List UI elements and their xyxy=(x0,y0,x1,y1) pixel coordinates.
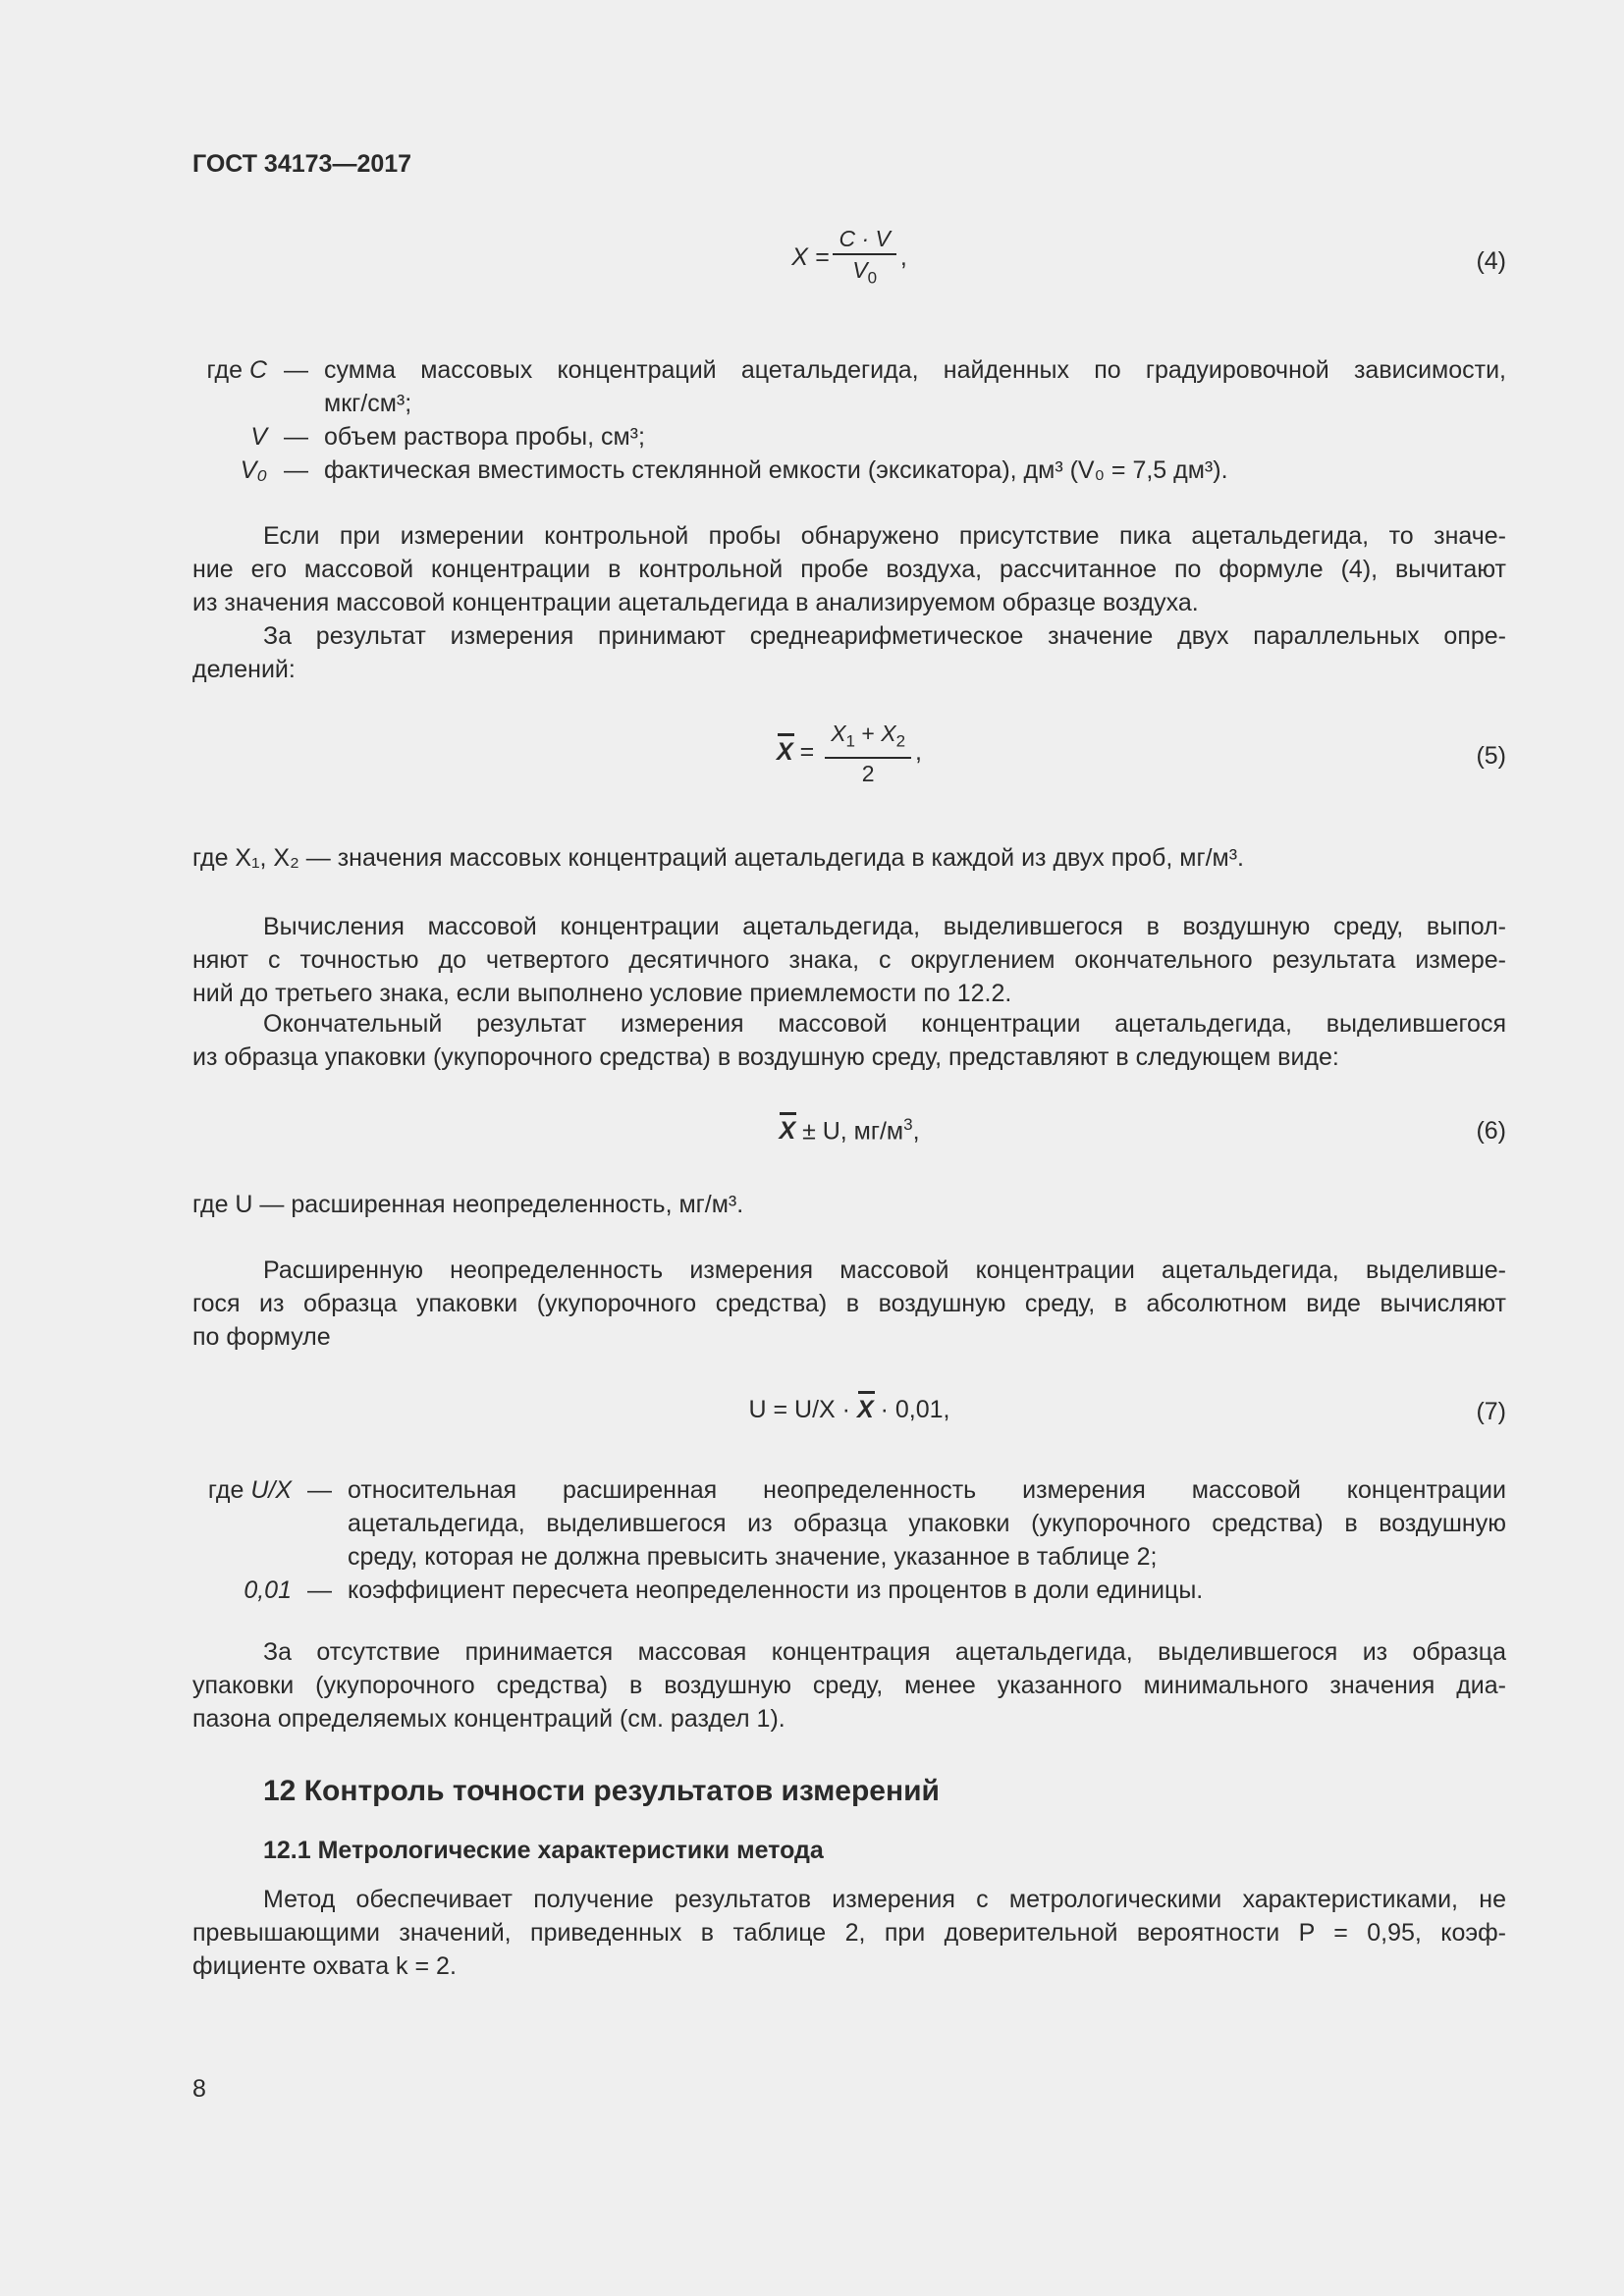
document-header: ГОСТ 34173—2017 xyxy=(192,150,412,178)
paragraph-line: Если при измерении контрольной пробы обнаружено присутствие пика ацетальдегида, то значе- xyxy=(263,522,1506,550)
formula-4-denominator: $V_0$ xyxy=(852,257,878,288)
where-label: 0,01 xyxy=(244,1576,292,1604)
where-description: коэффициент пересчета неопределенности из процентов в доли единицы. xyxy=(348,1576,1204,1604)
paragraph-line: из образца упаковки (укупорочного средства) в воздушную среду, представляют в следующем виде: xyxy=(192,1043,1339,1071)
paragraph-7 xyxy=(192,1883,1506,1983)
where-dash: — xyxy=(307,1576,332,1604)
where-label: V xyxy=(250,423,267,451)
paragraph-line: из значения массовой концентрации ацетальдегида в анализируемом образце воздуха. xyxy=(192,589,1199,616)
paragraph-line: ние его массовой концентрации в контрольной пробе воздуха, рассчитанное по формуле (4), вычитают xyxy=(192,556,1506,583)
where-dash: — xyxy=(284,356,308,384)
formula-6: X ± U, $мг/м^3$, xyxy=(779,1115,920,1146)
paragraph-line: Расширенную неопределенность измерения массовой концентрации ацетальдегида, выделивше- xyxy=(263,1256,1506,1284)
paragraph-line: превышающими значений, приведенных в таблице 2, при доверительной вероятности P = 0,95, коэф- xyxy=(192,1919,1506,1947)
paragraph-line: гося из образца упаковки (укупорочного средства) в воздушную среду, в абсолютном виде вычисляют xyxy=(192,1290,1506,1317)
where-description: сумма массовых концентраций ацетальдегида, найденных по градуировочной зависимости, мкг/см³; xyxy=(324,356,1506,417)
where-6-text: где U — расширенная неопределенность, мг/м³. xyxy=(192,1191,744,1218)
where-description: объем раствора пробы, см³; xyxy=(324,423,645,451)
where-dash: — xyxy=(284,456,308,484)
formula-7: U = U/X · X · 0,01, xyxy=(748,1396,950,1423)
where-dash: — xyxy=(284,423,308,451)
paragraph-line: пазона определяемых концентраций (см. раздел 1). xyxy=(192,1705,785,1733)
paragraph-1 xyxy=(192,519,1506,619)
where-5-text: где X₁, X₂ — значения массовых концентраций ацетальдегида в каждой из двух проб, мг/м³. xyxy=(192,844,1244,872)
section-12-heading: 12 Контроль точности результатов измерений xyxy=(263,1775,940,1807)
paragraph-6 xyxy=(192,1635,1506,1735)
page-number: 8 xyxy=(192,2075,206,2103)
paragraph-line: За отсутствие принимается массовая концентрация ацетальдегида, выделившегося из образца xyxy=(263,1638,1506,1666)
where-label: V₀ xyxy=(240,456,267,484)
formula-4-lhs: X = xyxy=(791,242,830,271)
where-dash: — xyxy=(307,1476,332,1504)
where-description: относительная расширенная неопределенность измерения массовой концентрации ацетальдегида, выделившегося из образца упаковки (укупорочного средства) в воздушную среду, которая не должна превысить значение, указанное в таблице 2; xyxy=(348,1476,1506,1571)
paragraph-line: Вычисления массовой концентрации ацетальдегида, выделившегося в воздушную среду, выпол- xyxy=(263,913,1506,940)
formula-6-number: (6) xyxy=(1476,1117,1506,1145)
formula-4-fraction xyxy=(833,224,895,294)
formula-5: X = $\frac{X_1 + X_2}{2}$ , xyxy=(777,721,922,786)
paragraph-line: фициенте охвата k = 2. xyxy=(192,1952,457,1980)
formula-5-fraction xyxy=(825,719,911,788)
paragraph-line: делений: xyxy=(192,656,296,683)
paragraph-line: За результат измерения принимают среднеарифметическое значение двух параллельных опре- xyxy=(263,622,1506,650)
section-12-1-heading: 12.1 Метрологические характеристики метода xyxy=(263,1837,824,1864)
formula-5-numerator: $X_1 + X_2$ xyxy=(825,719,911,759)
paragraph-2 xyxy=(192,619,1506,686)
paragraph-line: Окончательный результат измерения массовой концентрации ацетальдегида, выделившегося xyxy=(263,1010,1506,1038)
formula-4: X = $\frac{C \cdot V}{V_0}$ , xyxy=(192,224,1506,294)
formula-4-number: (4) xyxy=(1476,247,1506,275)
paragraph-line: Метод обеспечивает получение результатов измерения с метрологическими характеристиками, не xyxy=(263,1886,1506,1913)
paragraph-line: по формуле xyxy=(192,1323,331,1351)
formula-7-number: (7) xyxy=(1476,1398,1506,1425)
x-bar-symbol: X xyxy=(777,737,793,766)
formula-5-number: (5) xyxy=(1476,742,1506,770)
paragraph-line: няют с точностью до четвертого десятичного знака, с округлением окончательного результата измере- xyxy=(192,946,1506,974)
where-description: фактическая вместимость стеклянной емкости (эксикатора), дм³ (V₀ = 7,5 дм³). xyxy=(324,456,1228,484)
formula-5-denominator: 2 xyxy=(861,760,875,786)
formula-4-numerator: C · V xyxy=(833,224,895,255)
paragraph-4 xyxy=(192,1007,1506,1074)
paragraph-line: ний до третьего знака, если выполнено условие приемлемости по 12.2. xyxy=(192,980,1012,1007)
paragraph-5 xyxy=(192,1254,1506,1354)
x-bar-symbol: X xyxy=(856,1396,874,1423)
where-label: где U/X xyxy=(207,1476,292,1504)
x-bar-symbol: X xyxy=(779,1117,796,1146)
paragraph-3 xyxy=(192,910,1506,1010)
paragraph-line: упаковки (укупорочного средства) в воздушную среду, менее указанного минимального значения диа- xyxy=(192,1672,1506,1699)
where-label: где C xyxy=(206,356,267,384)
